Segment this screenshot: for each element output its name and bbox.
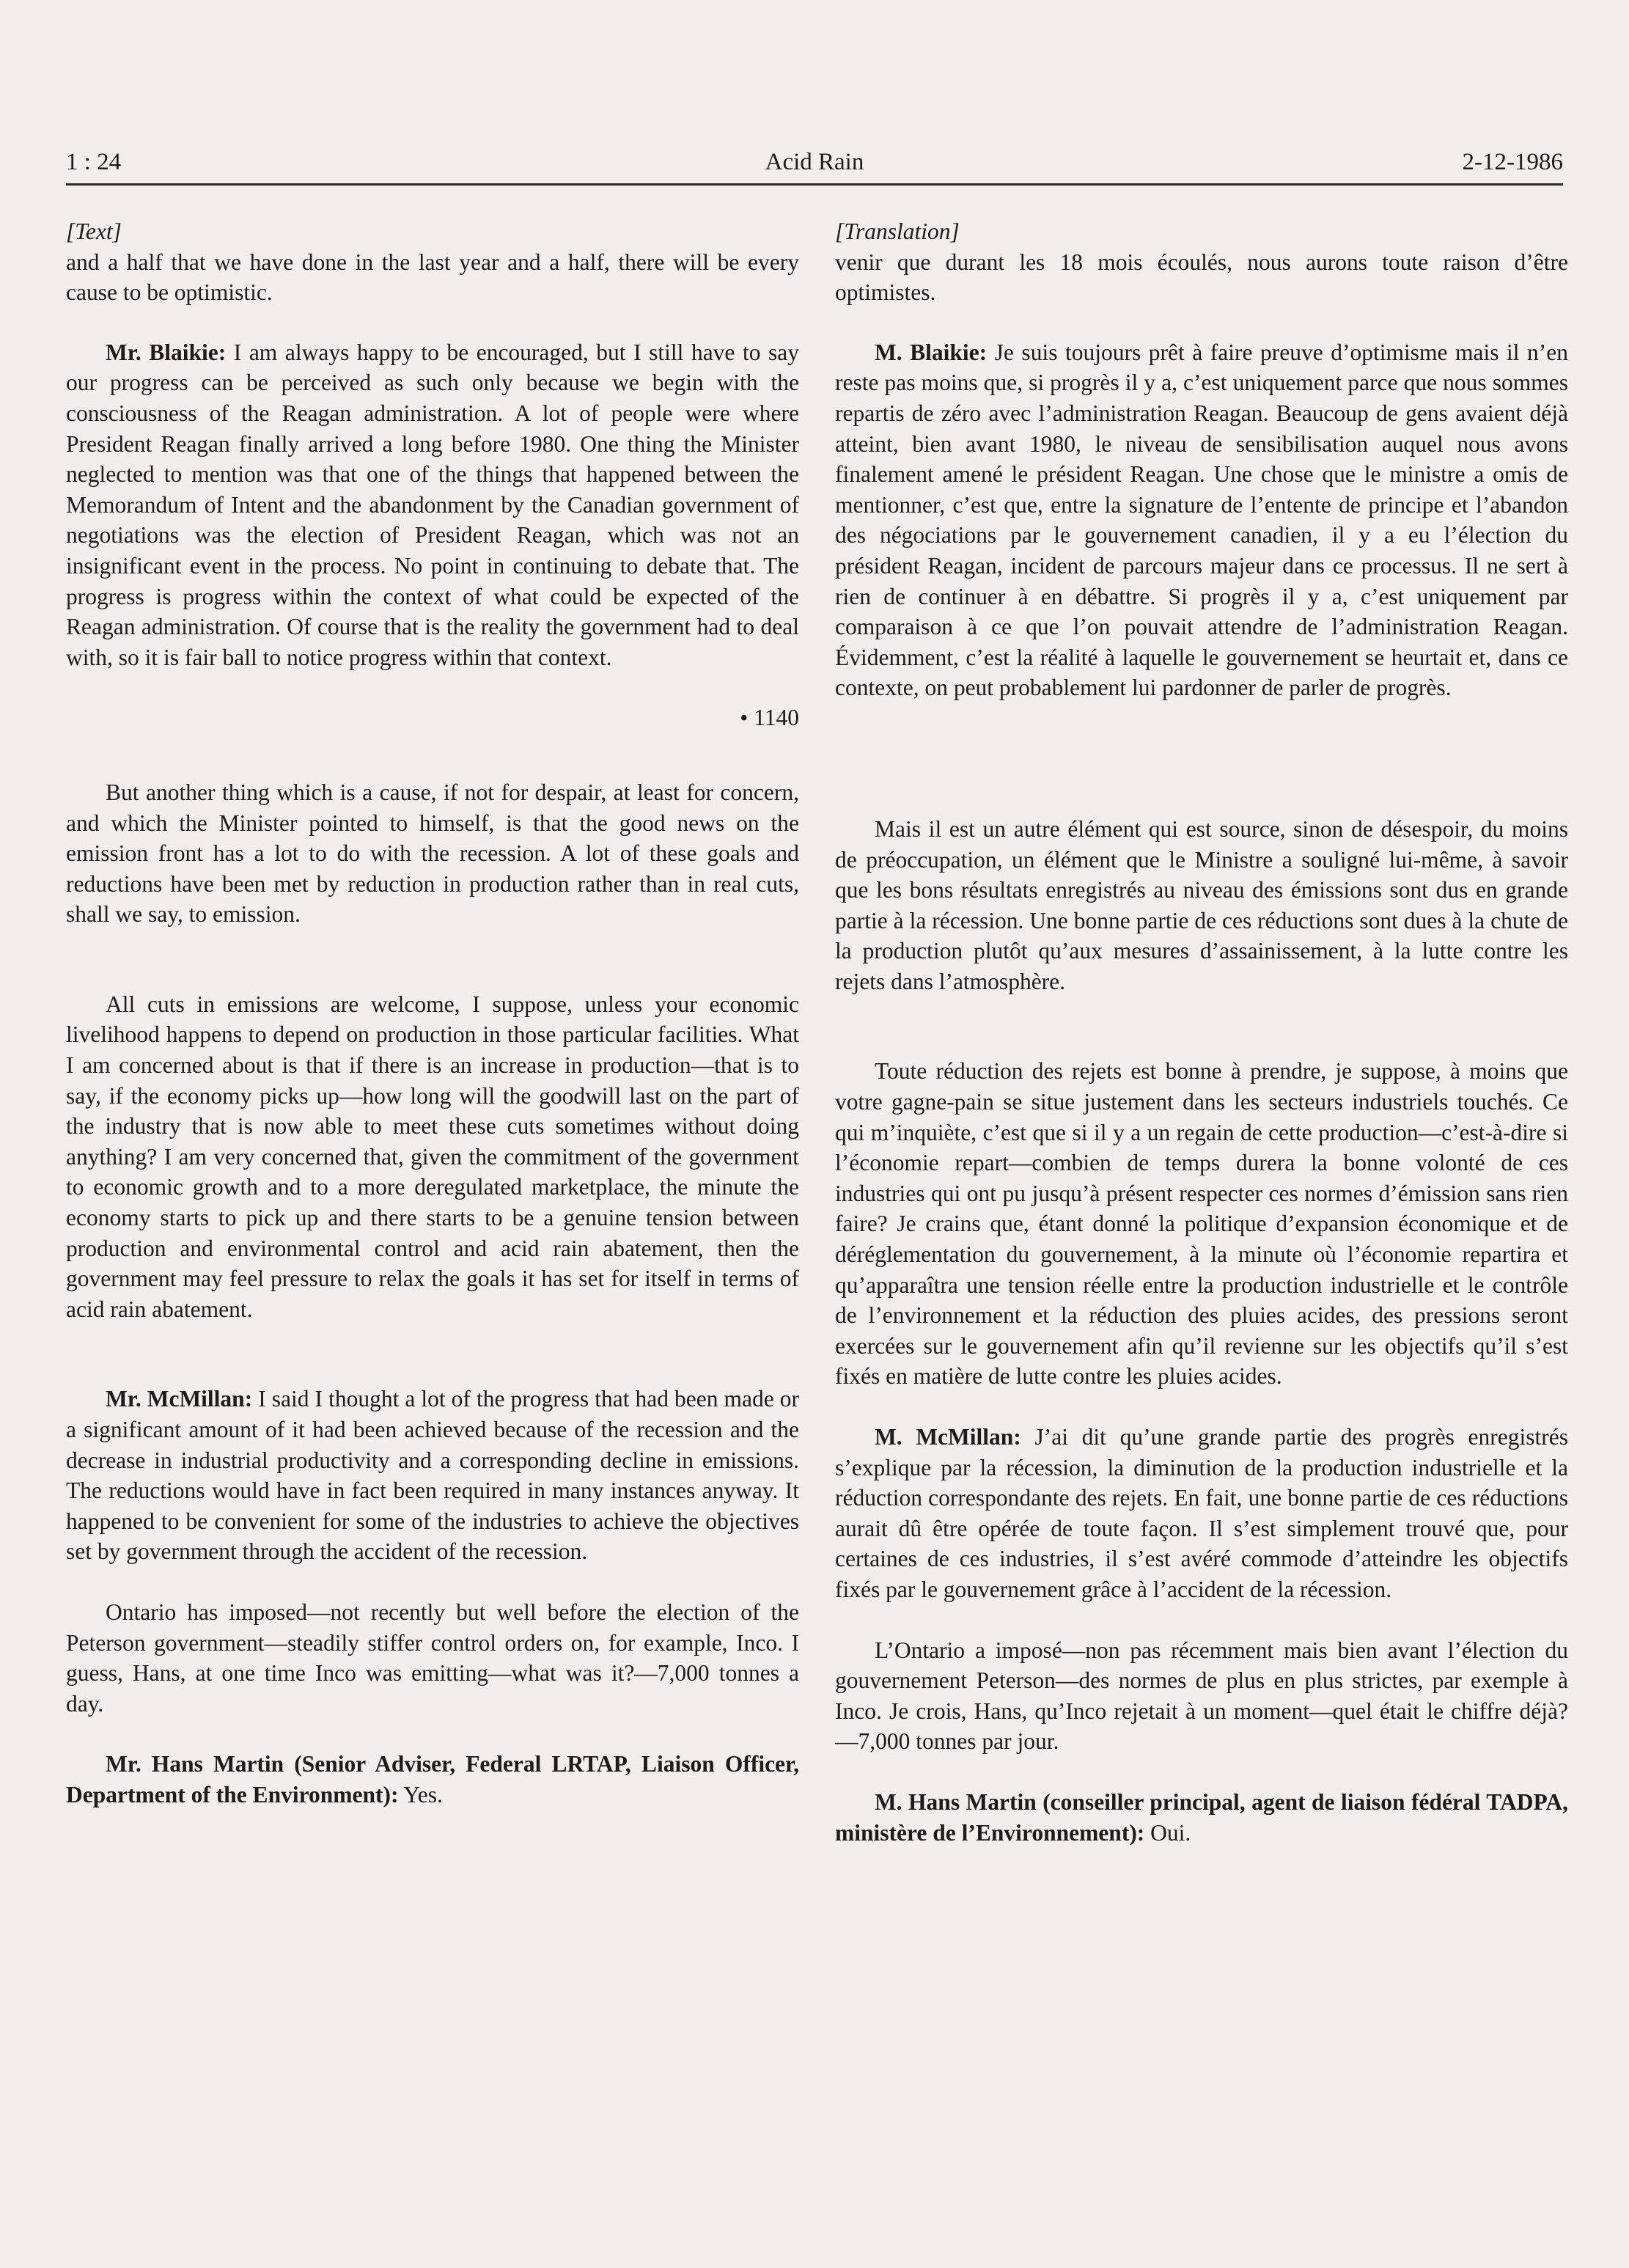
speech-text: I said I thought a lot of the progress that had been made or a significant amount of it had been achieved because of the recession and the decrease in industrial productivity and a corresponding decline in emissions. The reductions would have in fact been required in many instances anyway. It happened to be convenient for some of the industries to achieve the objectives set by government through the accident of the recession. [66, 1386, 800, 1565]
speech-text: I am always happy to be encouraged, but I still have to say our progress can be perceived as such only because we begin with the consciousness of the Reagan administration. A lot of people were where President Reagan finally arrived a long before 1980. One thing the Minister neglected to mention was that one of the things that happened between the Memorandum of Intent and the abandonment by the Canadian government of negotiations was the election of President Reagan, which was not an insignificant event in the process. No point in continuing to debate that. The progress is progress within the context of what could be expected of the Reagan administration. Of course that is the reality the government had to deal with, so it is fair ball to notice progress within that context. [66, 339, 799, 670]
paragraph: But another thing which is a cause, if not for despair, at least for concern, and which the Minister pointed to himself, is that the good news on the emission front has a lot to do with the recession. A lot of these goals and reductions have been met by reduction in production rather than in real cuts, shall we say, to emission. [66, 779, 799, 928]
french-column [835, 216, 1568, 1878]
speech-martin [66, 1749, 799, 1810]
speech-text: Oui. [1144, 1819, 1191, 1846]
speaker-name: M. Hans Martin (conseiller principal, agent de liaison fédéral TADPA, ministère de l’Environnement): [835, 1788, 1568, 1846]
paragraph: and a half that we have done in the last year and a half, there will be every cause to be optimistic. [66, 249, 799, 306]
speech-text: Yes. [398, 1781, 443, 1808]
speaker-name: Mr. Hans Martin (Senior Adviser, Federal LRTAP, Liaison Officer, Department of the Environment): [66, 1751, 799, 1808]
speaker-name: M. Blaikie: [875, 339, 988, 365]
speaker-name: Mr. Blaikie: [106, 339, 227, 365]
paragraph: venir que durant les 18 mois écoulés, nous aurons toute raison d’être optimistes. [835, 249, 1568, 306]
paragraph: Mais il est un autre élément qui est source, sinon de désespoir, du moins de préoccupation, un élément que le Ministre a souligné lui-même, à savoir que les bons résultats enregistrés au niveau des émissions sont dus en grande partie à la récession. Une bonne partie de ces réductions sont dues à la chute de la production plutôt qu’aux mesures d’assainissement, à la lutte contre les rejets dans l’atmosphère. [835, 815, 1568, 994]
speech-text: Je suis toujours prêt à faire preuve d’optimisme mais il n’en reste pas moins que, si progrès il y a, c’est uniquement parce que nous sommes repartis de zéro avec l’administration Reagan. Beaucoup de gens avaient déjà atteint, bien avant 1980, le niveau de sensibilisation auquel nous avons finalement amené le président Reagan. Une chose que le ministre a omis de mentionner, c’est que, entre la signature de l’entente de principe et l’abandon des négociations par le gouvernement canadien, il y a eu l’élection du président Reagan, incident de parcours majeur dans ce processus. Il ne sert à rien de continuer à en débattre. Si progrès il y a, c’est uniquement par comparaison à ce que l’on pouvait attendre de l’administration Reagan. Évidemment, c’est la réalité à laquelle le gouvernement se heurtait et, dans ce contexte, on peut probablement lui pardonner de parler de progrès. [835, 339, 1568, 701]
paragraph: Ontario has imposed—not recently but well before the election of the Peterson government—steadily stiffer control orders on, for example, Inco. I guess, Hans, at one time Inco was emitting—what was it?—7,000 tonnes a day. [66, 1599, 799, 1717]
running-title: Acid Rain [765, 149, 864, 175]
paragraph: L’Ontario a imposé—non pas récemment mais bien avant l’élection du gouvernement Peterson—des normes de plus en plus strictes, par exemple à Inco. Je crois, Hans, qu’Inco rejetait à un moment—quel était le chiffre déjà?—7,000 tonnes par jour. [835, 1637, 1568, 1755]
language-tag: [Translation] [835, 219, 960, 244]
page-header [66, 141, 1563, 186]
speech-text: J’ai dit qu’une grande partie des progrès enregistrés s’explique par la récession, la diminution de la production industrielle et la réduction correspondante des rejets. En fait, une bonne partie de ces réductions aurait dû être opérée de toute façon. Il s’est simplement trouvé que, pour certaines de ces industries, il s’est avéré commode d’atteindre les objectifs fixés par le gouvernement grâce à l’accident de la récession. [835, 1424, 1568, 1602]
speaker-name: M. McMillan: [875, 1424, 1021, 1450]
speech-blaikie [66, 337, 799, 673]
speech-blaikie [835, 337, 1568, 703]
paragraph: Toute réduction des rejets est bonne à prendre, je suppose, à moins que votre gagne-pain se situe justement dans les secteurs industriels touchés. Ce qui m’inquiète, c’est que si il y a un regain de cette production—c’est-à-dire si l’économie repart—combien de temps durera la bonne volonté de ces industries qui ont pu jusqu’à présent respecter ces normes d’émission sans rien faire? Je crains que, étant donné la politique d’expansion économique et de déréglementation du gouvernement, à la minute où l’économie repartira et qu’apparaîtra une tension réelle entre la production industrielle et le contrôle de l’environnement et la réduction des pluies acides, des pressions seront exercées sur le gouvernement afin qu’il revienne sur les objectifs qu’il s’est fixés en matière de lutte contre les pluies acides. [835, 1058, 1568, 1390]
speaker-name: Mr. McMillan: [106, 1386, 253, 1412]
page-number: 1 : 24 [66, 149, 122, 175]
timestamp: • 1140 [740, 705, 799, 731]
speech-mcmillan [66, 1384, 799, 1567]
speech-martin [835, 1787, 1568, 1848]
header-date: 2-12-1986 [1462, 149, 1563, 175]
english-column [66, 216, 799, 1841]
speech-mcmillan [835, 1422, 1568, 1605]
language-tag: [Text] [66, 219, 122, 244]
paragraph: All cuts in emissions are welcome, I suppose, unless your economic livelihood happens to depend on production in those particular facilities. What I am concerned about is that if there is an increase in production—that is to say, if the economy picks up—how long will the goodwill last on the part of the industry that is now able to meet these cuts sometimes without doing anything? I am very concerned that, given the commitment of the government to economic growth and to a more deregulated marketplace, the minute the economy starts to pick up and there starts to be a genuine tension between production and environmental control and acid rain abatement, then the government may feel pressure to relax the goals it has set for itself in terms of acid rain abatement. [66, 991, 799, 1322]
